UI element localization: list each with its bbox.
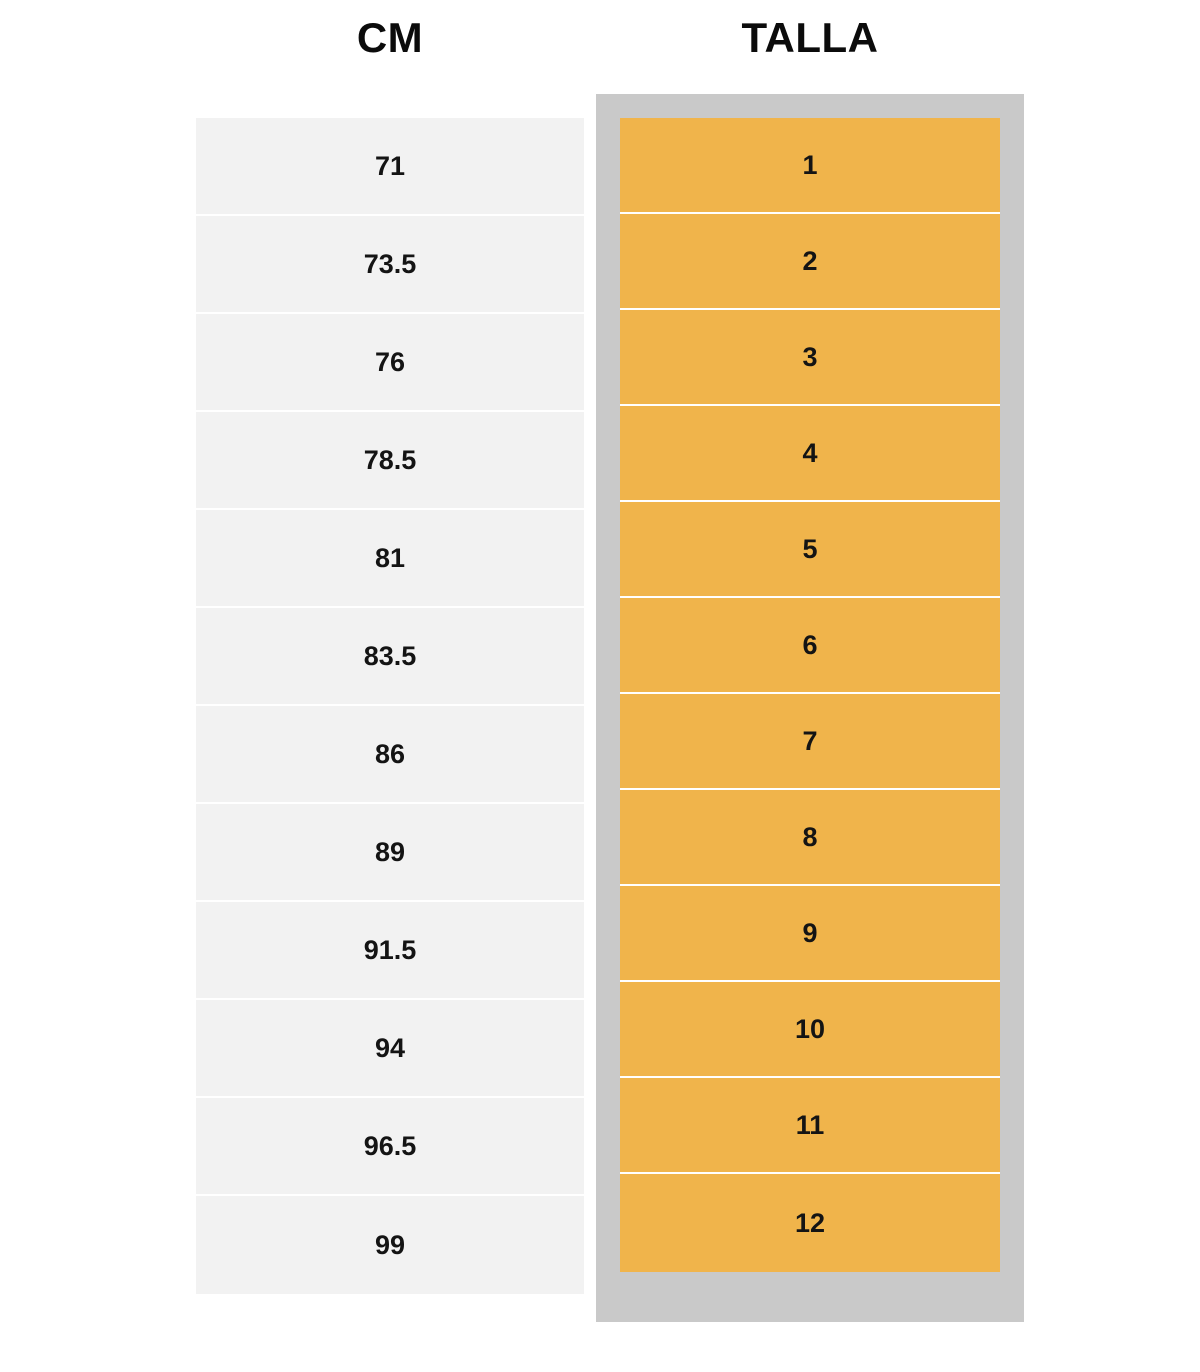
- table-row: 81: [196, 510, 584, 608]
- column-headers: [0, 14, 1200, 74]
- table-row: 76: [196, 314, 584, 412]
- table-row: 5: [620, 502, 1000, 598]
- table-row: 12: [620, 1174, 1000, 1272]
- table-row: 99: [196, 1196, 584, 1294]
- table-row: 9: [620, 886, 1000, 982]
- table-row: 7: [620, 694, 1000, 790]
- table-row: 78.5: [196, 412, 584, 510]
- table-row: 73.5: [196, 216, 584, 314]
- talla-column-frame: [596, 94, 1024, 1322]
- cm-column: [196, 118, 584, 1294]
- talla-column: [620, 118, 1000, 1298]
- table-row: 4: [620, 406, 1000, 502]
- table-row: 94: [196, 1000, 584, 1098]
- column-header-cm: CM: [356, 14, 424, 61]
- table-row: 10: [620, 982, 1000, 1078]
- table-row: 86: [196, 706, 584, 804]
- table-row: 2: [620, 214, 1000, 310]
- table-row: 6: [620, 598, 1000, 694]
- table-row: 1: [620, 118, 1000, 214]
- table-row: 91.5: [196, 902, 584, 1000]
- table-row: 96.5: [196, 1098, 584, 1196]
- table-row: 89: [196, 804, 584, 902]
- column-header-talla: TALLA: [741, 14, 879, 61]
- table-row: 83.5: [196, 608, 584, 706]
- table-row: 11: [620, 1078, 1000, 1174]
- table-row: 71: [196, 118, 584, 216]
- table-row: 3: [620, 310, 1000, 406]
- table-row: 8: [620, 790, 1000, 886]
